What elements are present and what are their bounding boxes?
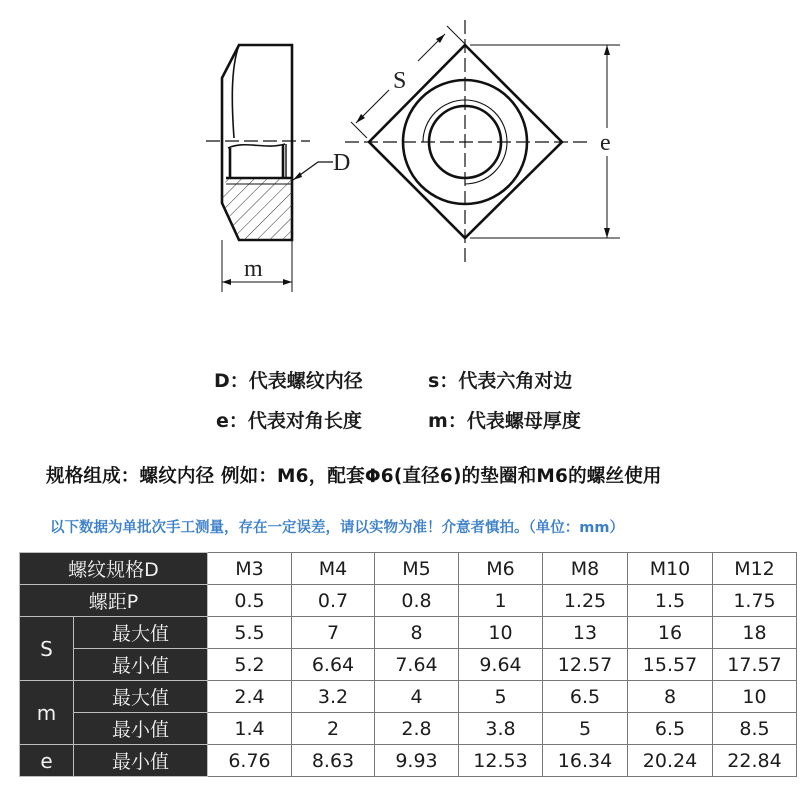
top-view (345, 20, 620, 262)
s-min-cell: 6.64 (292, 649, 375, 681)
label-D: D (333, 150, 351, 176)
legend-m: m：代表螺母厚度 (428, 410, 581, 432)
group-label-m: m (20, 681, 74, 745)
m-max-cell: 5 (459, 681, 543, 713)
group-label-s: S (20, 617, 74, 681)
size-cell: M4 (292, 553, 375, 585)
s-min-cell: 5.2 (208, 649, 292, 681)
size-cell: M3 (208, 553, 292, 585)
size-cell: M12 (713, 553, 797, 585)
table-row-size (20, 553, 797, 585)
label-S: S (393, 68, 407, 94)
m-min-cell: 1.4 (208, 713, 292, 745)
s-min-cell: 15.57 (628, 649, 713, 681)
legend-D: D：代表螺纹内径 (214, 370, 363, 392)
spec-table (19, 552, 797, 777)
measurement-disclaimer: 以下数据为单批次手工测量，存在一定误差，请以实物为准！介意者慎拍。（单位：mm） (50, 520, 624, 536)
e-min-cell: 20.24 (628, 745, 713, 777)
table-row-m-min (20, 713, 797, 745)
row-label-max: 最大值 (74, 617, 208, 649)
row-label-min: 最小值 (74, 649, 208, 681)
e-min-cell: 22.84 (713, 745, 797, 777)
label-e: e (600, 130, 611, 156)
m-max-cell: 6.5 (543, 681, 628, 713)
m-max-cell: 3.2 (292, 681, 375, 713)
table-row-s-min (20, 649, 797, 681)
m-max-cell: 2.4 (208, 681, 292, 713)
pitch-cell: 1 (459, 585, 543, 617)
s-max-cell: 10 (459, 617, 543, 649)
e-min-cell: 9.93 (375, 745, 459, 777)
table-row-pitch (20, 585, 797, 617)
legend-e: e：代表对角长度 (216, 410, 362, 432)
s-min-cell: 12.57 (543, 649, 628, 681)
spec-composition-note: 规格组成：螺纹内径 例如：M6，配套Φ6(直径6)的垫圈和M6的螺丝使用 (46, 466, 662, 487)
e-min-cell: 8.63 (292, 745, 375, 777)
group-label-e: e (20, 745, 74, 777)
label-m: m (244, 256, 263, 282)
m-max-cell: 4 (375, 681, 459, 713)
s-min-cell: 17.57 (713, 649, 797, 681)
e-min-cell: 6.76 (208, 745, 292, 777)
pitch-cell: 0.8 (375, 585, 459, 617)
table-row-e-min (20, 745, 797, 777)
header-size-label: 螺纹规格D (20, 553, 208, 585)
pitch-cell: 0.5 (208, 585, 292, 617)
m-min-cell: 2 (292, 713, 375, 745)
m-min-cell: 3.8 (459, 713, 543, 745)
row-label-max: 最大值 (74, 681, 208, 713)
e-min-cell: 12.53 (459, 745, 543, 777)
pitch-cell: 0.7 (292, 585, 375, 617)
row-label-min: 最小值 (74, 713, 208, 745)
m-min-cell: 8.5 (713, 713, 797, 745)
s-max-cell: 7 (292, 617, 375, 649)
s-max-cell: 8 (375, 617, 459, 649)
m-min-cell: 5 (543, 713, 628, 745)
s-min-cell: 9.64 (459, 649, 543, 681)
side-view (206, 45, 333, 292)
legend-s: s：代表六角对边 (428, 370, 573, 392)
pitch-cell: 1.75 (713, 585, 797, 617)
size-cell: M8 (543, 553, 628, 585)
s-max-cell: 13 (543, 617, 628, 649)
table-row-s-max (20, 617, 797, 649)
m-min-cell: 2.8 (375, 713, 459, 745)
pitch-cell: 1.5 (628, 585, 713, 617)
pitch-cell: 1.25 (543, 585, 628, 617)
s-max-cell: 18 (713, 617, 797, 649)
e-min-cell: 16.34 (543, 745, 628, 777)
row-label-min: 最小值 (74, 745, 208, 777)
square-nut-drawing (0, 0, 800, 300)
size-cell: M10 (628, 553, 713, 585)
m-min-cell: 6.5 (628, 713, 713, 745)
m-max-cell: 10 (713, 681, 797, 713)
s-max-cell: 16 (628, 617, 713, 649)
m-max-cell: 8 (628, 681, 713, 713)
header-pitch-label: 螺距P (20, 585, 208, 617)
s-min-cell: 7.64 (375, 649, 459, 681)
s-max-cell: 5.5 (208, 617, 292, 649)
table-row-m-max (20, 681, 797, 713)
size-cell: M6 (459, 553, 543, 585)
size-cell: M5 (375, 553, 459, 585)
